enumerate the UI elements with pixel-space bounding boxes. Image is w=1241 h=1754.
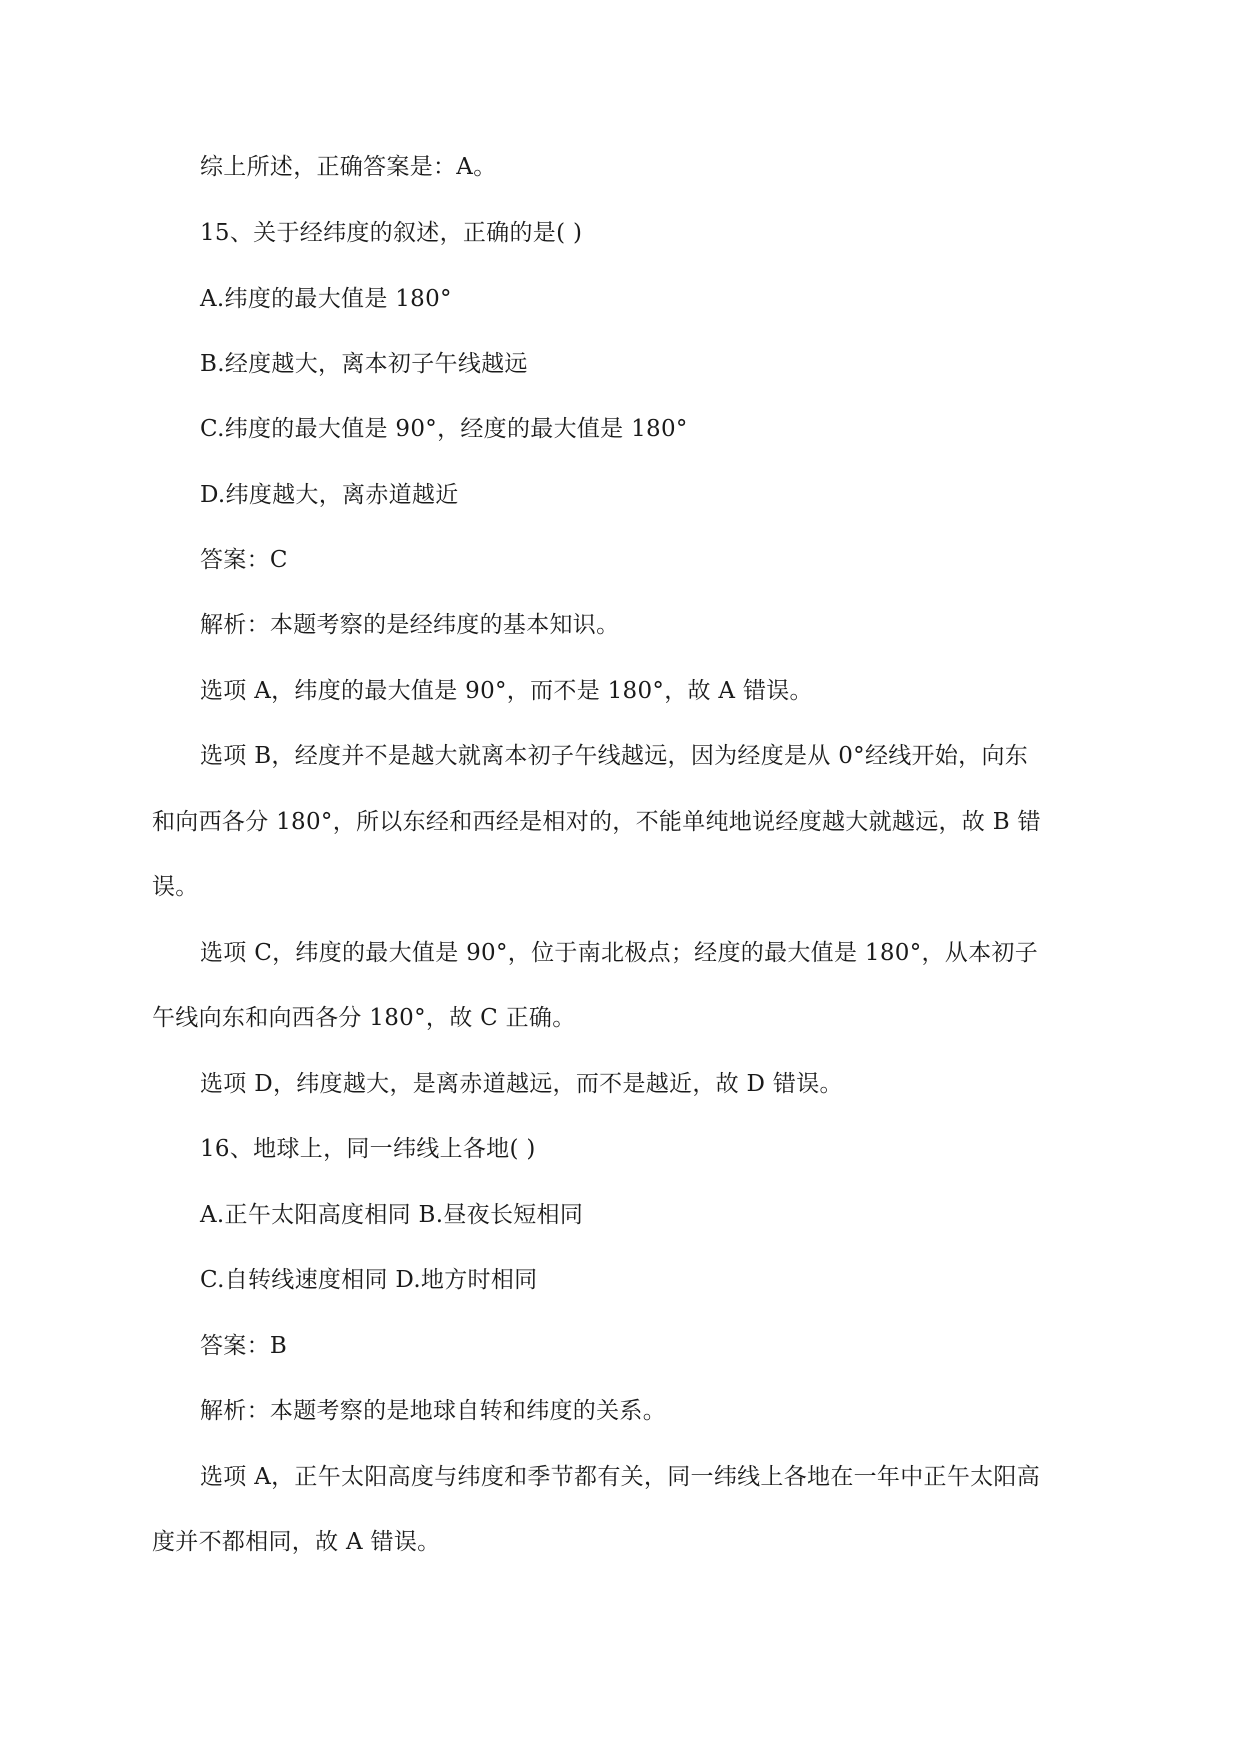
question-15-option-c: C.纬度的最大值是 90°，经度的最大值是 180° xyxy=(200,416,688,442)
question-16-answer: 答案：B xyxy=(200,1333,288,1359)
question-15-explain-c-line1: 选项 C，纬度的最大值是 90°，位于南北极点；经度的最大值是 180°，从本初子 xyxy=(200,940,1038,966)
question-16-analysis: 解析：本题考察的是地球自转和纬度的关系。 xyxy=(200,1398,666,1424)
question-15-explain-a: 选项 A，纬度的最大值是 90°，而不是 180°，故 A 错误。 xyxy=(200,678,813,704)
question-15-analysis: 解析：本题考察的是经纬度的基本知识。 xyxy=(200,612,620,638)
question-15-explain-b-line2: 和向西各分 180°，所以东经和西经是相对的，不能单纯地说经度越大就越远，故 B 错 xyxy=(152,809,1041,835)
question-15-option-d: D.纬度越大，离赤道越近 xyxy=(200,482,459,508)
question-16-options-ab: A.正午太阳高度相同 B.昼夜长短相同 xyxy=(200,1202,584,1228)
question-16-options-cd: C.自转线速度相同 D.地方时相同 xyxy=(200,1267,538,1293)
question-15-option-b: B.经度越大，离本初子午线越远 xyxy=(200,351,528,377)
question-15-option-a: A.纬度的最大值是 180° xyxy=(200,286,452,312)
question-15-explain-d: 选项 D，纬度越大，是离赤道越远，而不是越近，故 D 错误。 xyxy=(200,1071,843,1097)
question-15-answer: 答案：C xyxy=(200,547,288,573)
question-16-stem: 16、地球上，同一纬线上各地( ) xyxy=(200,1136,536,1162)
question-16-explain-a-line1: 选项 A，正午太阳高度与纬度和季节都有关，同一纬线上各地在一年中正午太阳高 xyxy=(200,1464,1041,1490)
question-15-explain-c-line2: 午线向东和向西各分 180°，故 C 正确。 xyxy=(152,1005,576,1031)
conclusion-line: 综上所述，正确答案是：A。 xyxy=(200,154,497,180)
question-15-explain-b-line1: 选项 B，经度并不是越大就离本初子午线越远，因为经度是从 0°经线开始，向东 xyxy=(200,743,1029,769)
question-16-explain-a-line2: 度并不都相同，故 A 错误。 xyxy=(152,1529,441,1555)
question-15-stem: 15、关于经纬度的叙述，正确的是( ) xyxy=(200,220,583,246)
question-15-explain-b-line3: 误。 xyxy=(152,874,199,900)
